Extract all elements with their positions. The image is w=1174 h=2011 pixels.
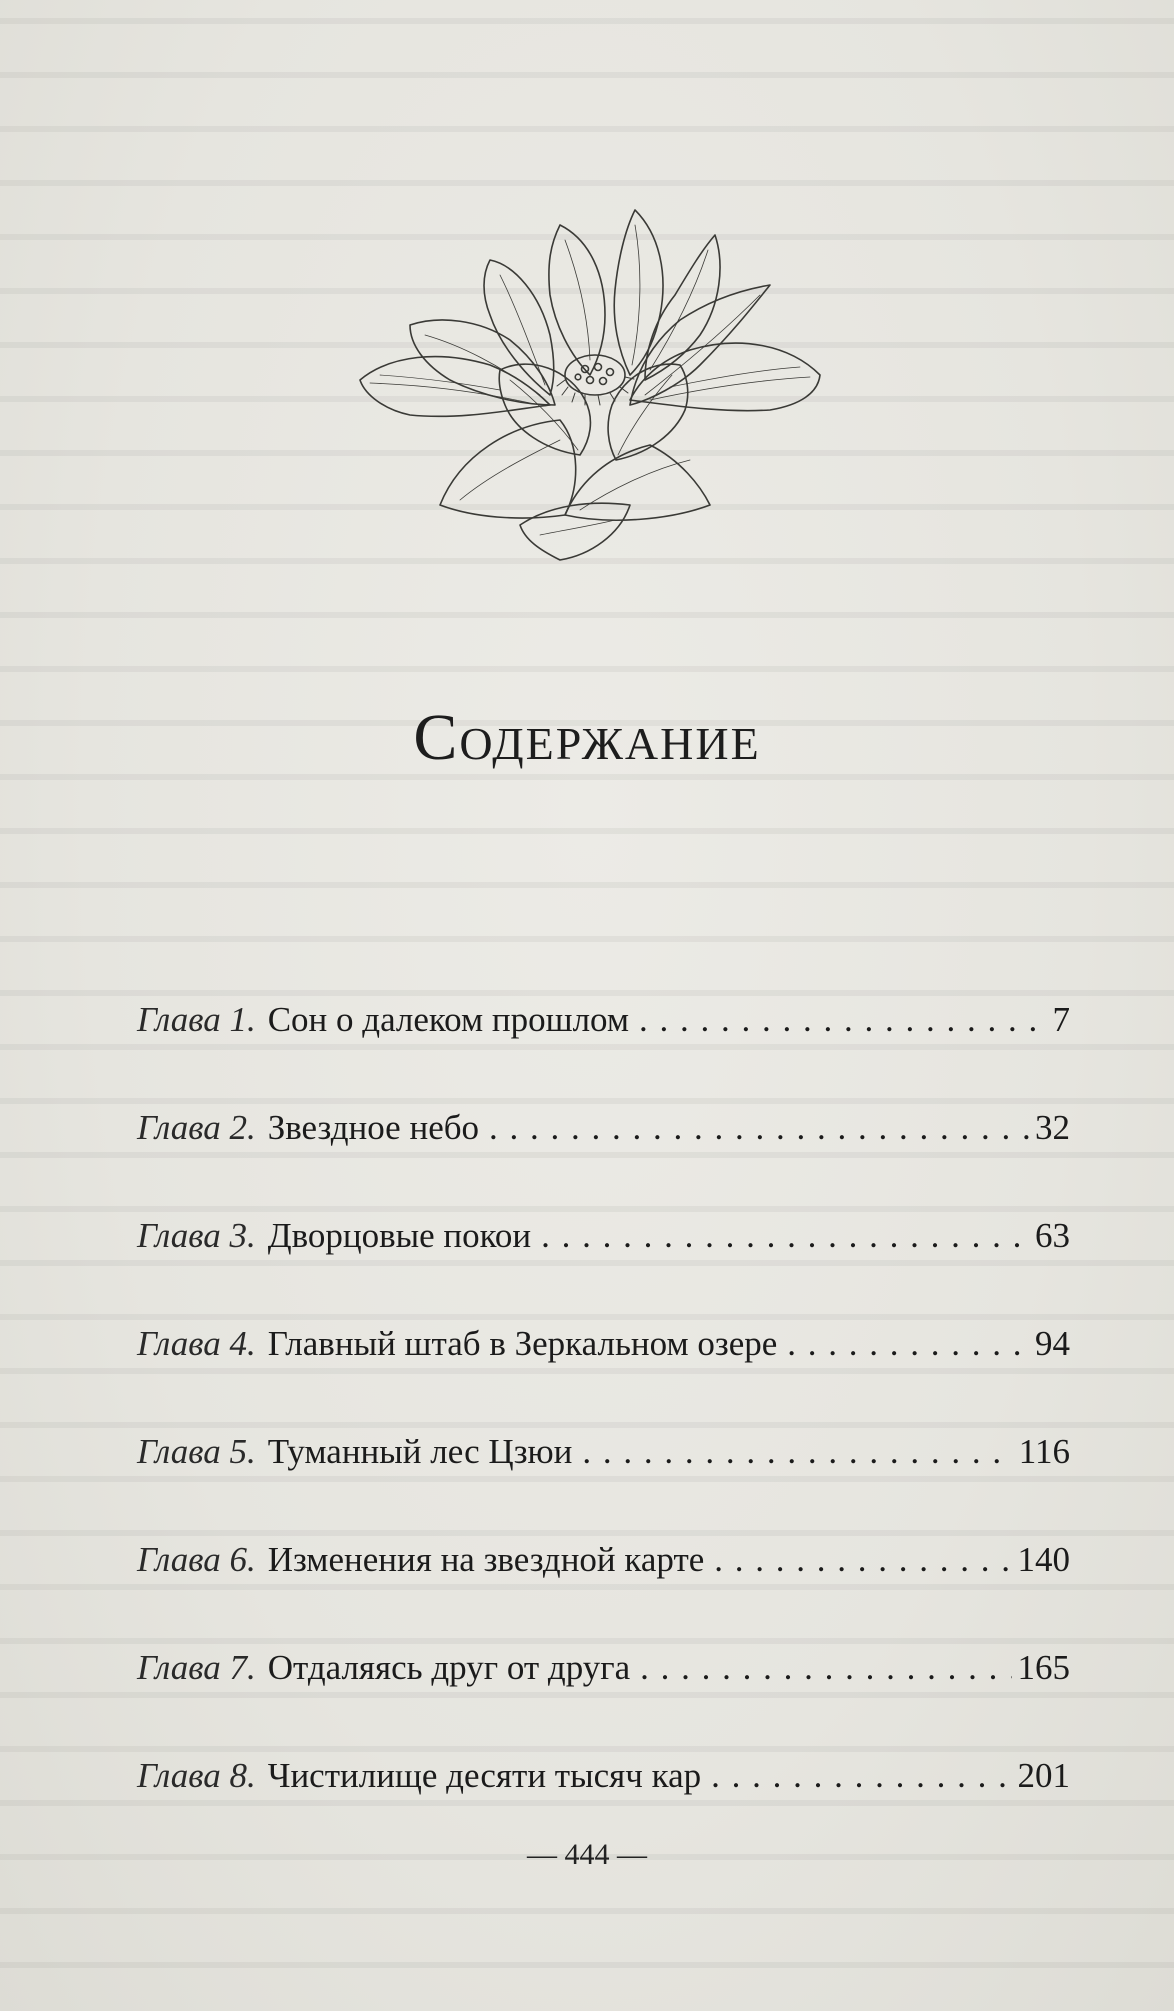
chapter-title: Туманный лес Цзюи (267, 1432, 573, 1471)
chapter-title: Изменения на звездной карте (267, 1540, 705, 1579)
toc-entry[interactable] (137, 990, 1070, 1098)
chapter-label: Глава 6. (137, 1540, 256, 1579)
chapter-page: 94 (1035, 1324, 1070, 1363)
chapter-title: Отдаляясь друг от друга (267, 1648, 631, 1687)
chapter-page: 7 (1052, 1000, 1070, 1039)
chapter-page: 32 (1035, 1108, 1070, 1147)
chapter-page: 165 (1017, 1648, 1070, 1687)
dot-leader (541, 1206, 1029, 1266)
dot-leader (714, 1530, 1011, 1590)
lotus-flower-illustration (350, 205, 830, 565)
chapter-label: Глава 5. (137, 1432, 256, 1471)
toc-entry[interactable] (137, 1530, 1070, 1638)
chapter-label: Глава 2. (137, 1108, 256, 1147)
chapter-title: Сон о далеком прошлом (267, 1000, 630, 1039)
toc-entry[interactable] (137, 1314, 1070, 1422)
toc-entry[interactable] (137, 1638, 1070, 1746)
chapter-page: 140 (1017, 1540, 1070, 1579)
chapter-label: Глава 4. (137, 1324, 256, 1363)
toc-entry[interactable] (137, 1422, 1070, 1530)
dot-leader (711, 1746, 1011, 1806)
toc-entry[interactable] (137, 1098, 1070, 1206)
dot-leader (640, 1638, 1011, 1698)
dot-leader (489, 1098, 1029, 1158)
chapter-title: Звездное небо (267, 1108, 480, 1147)
chapter-page: 63 (1035, 1216, 1070, 1255)
chapter-label: Глава 7. (137, 1648, 256, 1687)
dot-leader (582, 1422, 1012, 1482)
chapter-title: Главный штаб в Зеркальном озере (267, 1324, 778, 1363)
chapter-label: Глава 1. (137, 1000, 256, 1039)
chapter-label: Глава 3. (137, 1216, 256, 1255)
chapter-page: 201 (1017, 1756, 1070, 1795)
page-number: — 444 — (527, 1838, 647, 1871)
dot-leader (639, 990, 1046, 1050)
dot-leader (787, 1314, 1029, 1374)
toc-entry[interactable] (137, 1206, 1070, 1314)
chapter-label: Глава 8. (137, 1756, 256, 1795)
page-heading: Содержание (413, 701, 761, 774)
chapter-page: 116 (1018, 1432, 1070, 1471)
table-of-contents (137, 990, 1070, 1854)
chapter-title: Чистилище десяти тысяч кар (267, 1756, 702, 1795)
chapter-title: Дворцовые покои (267, 1216, 532, 1255)
